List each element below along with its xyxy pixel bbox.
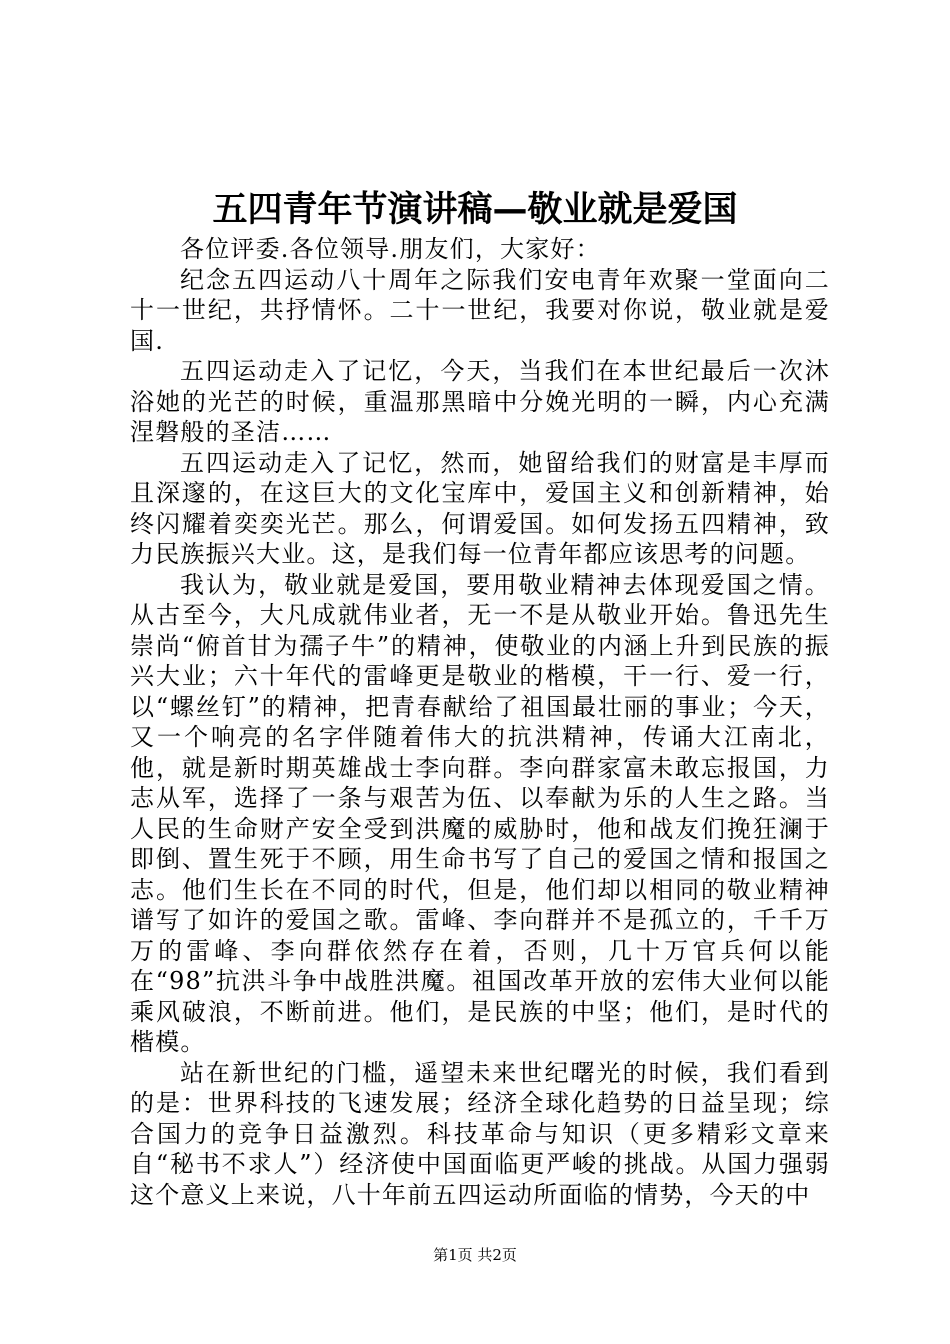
paragraph: 五四运动走入了记忆，然而，她留给我们的财富是丰厚而且深邃的，在这巨大的文化宝库中，爱国主义和创新精神，始终闪耀着奕奕光芒。那么，何谓爱国。如何发扬五四精神，致力民族振兴大业。这，是我们每一位青年都应该思考的问题。 <box>130 448 830 568</box>
paragraph-greeting: 各位评委.各位领导.朋友们，大家好： <box>180 235 601 263</box>
paragraph: 站在新世纪的门槛，遥望未来世纪曙光的时候，我们看到的是：世界科技的飞速发展；经济全球化趋势的日益呈现；综合国力的竞争日益激烈。科技革命与知识（更多精彩文章来自“秘书不求人”）经济使中国面临更严峻的挑战。从国力强弱这个意义上来说，八十年前五四运动所面临的情势，今天的中 <box>130 1058 830 1209</box>
document-body <box>130 234 830 1210</box>
paragraph: 我认为，敬业就是爱国，要用敬业精神去体现爱国之情。从古至今，大凡成就伟业者，无一不是从敬业开始。鲁迅先生崇尚“俯首甘为孺子牛”的精神，使敬业的内涵上升到民族的振兴大业；六十年代的雷峰更是敬业的楷模，干一行、爱一行，以“螺丝钉”的精神，把青春献给了祖国最壮丽的事业；今天，又一个响亮的名字伴随着伟大的抗洪精神，传诵大江南北，他，就是新时期英雄战士李向群。李向群家富未敢忘报国，力志从军，选择了一条与艰苦为伍、以奉献为乐的人生之路。当人民的生命财产安全受到洪魔的威胁时，他和战友们挽狂澜于即倒、置生死于不顾，用生命书写了自己的爱国之情和报国之志。他们生长在不同的时代，但是，他们却以相同的敬业精神谱写了如许的爱国之歌。雷峰、李向群并不是孤立的，千千万万的雷峰、李向群依然存在着，否则，几十万官兵何以能在“98”抗洪斗争中战胜洪魔。祖国改革开放的宏伟大业何以能乘风破浪，不断前进。他们，是民族的中坚；他们，是时代的楷模。 <box>130 570 830 1056</box>
document-title: 五四青年节演讲稿—敬业就是爱国 <box>212 190 738 230</box>
paragraph: 五四运动走入了记忆，今天，当我们在本世纪最后一次沐浴她的光芒的时候，重温那黑暗中分娩光明的一瞬，内心充满涅磐般的圣洁…… <box>130 357 830 446</box>
paragraph: 纪念五四运动八十周年之际我们安电青年欢聚一堂面向二十一世纪，共抒情怀。二十一世纪，我要对你说，敬业就是爱国. <box>130 265 830 355</box>
page-number-footer: 第1页 共2页 <box>433 1246 517 1264</box>
